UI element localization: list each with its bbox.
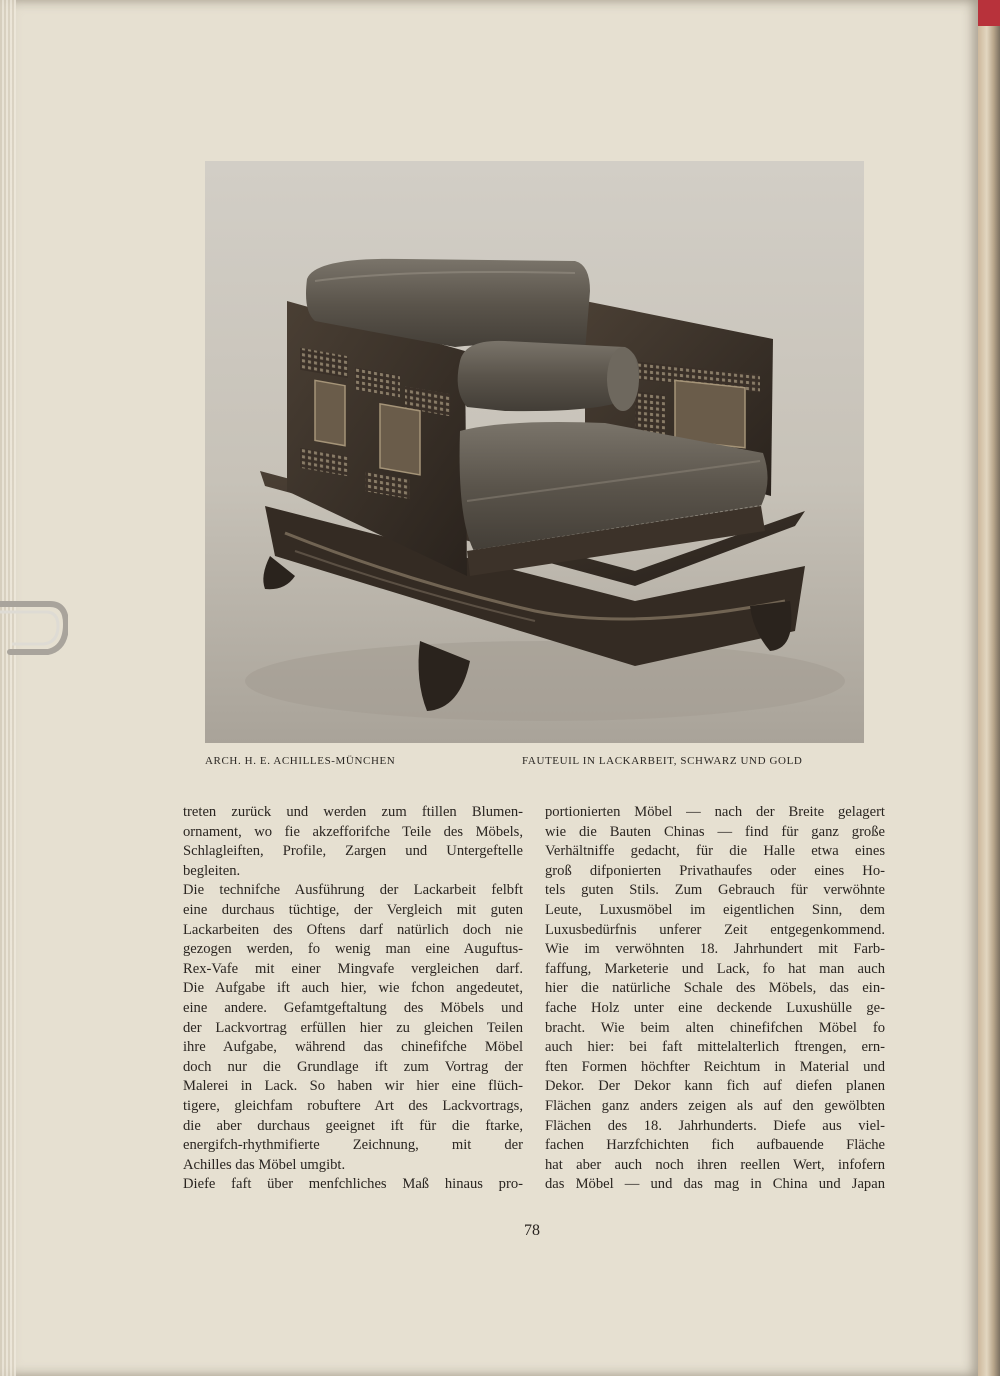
paper-clip-icon <box>0 596 68 658</box>
text-line: Achilles das Möbel umgibt. <box>183 1156 346 1173</box>
text-line: tigere, gleichfam robuftere Art des Lackvortrags, <box>183 1097 523 1114</box>
text-line: portionierten Möbel — nach der Breite gelagert <box>545 804 885 820</box>
text-line: Die technifche Ausführung der Lackarbeit felbft <box>183 882 523 899</box>
text-column-right <box>545 803 885 1195</box>
text-line: Verhältniffe gedacht, für die Halle etwa eines <box>545 843 885 860</box>
text-column-left <box>183 803 523 1195</box>
text-line: treten zurück und werden zum ftillen Blumen- <box>183 804 523 820</box>
text-line: fachen Harzfchichten fich aufbauende Fläche <box>545 1137 885 1154</box>
book-edge <box>978 0 1000 1376</box>
text-line: energifch-rhythmifierte Zeichnung, mit der <box>183 1137 523 1154</box>
text-line: Dekor. Der Dekor kann fich auf diefen planen <box>545 1078 885 1095</box>
text-line: wie die Bauten Chinas — find für ganz große <box>545 823 885 840</box>
furniture-photograph <box>205 161 864 743</box>
text-line: auch hier: bei faft mittelalterlich ftrengen, ern- <box>545 1039 885 1056</box>
text-line: das Möbel — und das mag in China und Japan <box>545 1176 885 1193</box>
text-line: ornament, wo fie akzefforifche Teile des Möbels, <box>183 823 523 840</box>
photo-caption: FAUTEUIL IN LACKARBEIT, SCHWARZ UND GOLD <box>522 755 803 767</box>
text-line: hier die natürliche Schale des Möbels, das ein- <box>545 980 885 997</box>
text-line: Luxusbedürfnis unferer Zeit entgegenkommend. <box>545 921 885 938</box>
text-line: hat aber auch noch ihren reellen Wert, infofern <box>545 1156 885 1173</box>
text-line: ften Formen höchfter Reichtum in Material und <box>545 1058 885 1075</box>
text-line: groß difponierten Privathaufes oder eines Ho- <box>545 862 885 879</box>
text-line: faffung, Marketerie und Lack, fo hat man auch <box>545 960 885 977</box>
text-line: begleiten. <box>183 862 241 879</box>
photo-credit: ARCH. H. E. ACHILLES-MÜNCHEN <box>205 755 396 767</box>
fauteuil-illustration <box>205 161 864 743</box>
text-line: fache Holz unter eine deckende Luxushülle ge- <box>545 999 885 1016</box>
text-line: Schlagleiften, Profile, Zargen und Untergeftelle <box>183 843 523 860</box>
page-number: 78 <box>524 1222 540 1239</box>
text-line: die aber durchaus geeignet ift für die ftarke, <box>183 1117 523 1134</box>
text-line: Malerei in Lack. So haben wir hier eine flüch- <box>183 1078 523 1095</box>
text-line: Flächen ganz anders zeigen als auf den gewölbten <box>545 1097 885 1114</box>
text-line: tels guten Stils. Zum Gebrauch für verwöhnte <box>545 882 885 899</box>
text-line: Flächen des 18. Jahrhunderts. Diefe aus viel- <box>545 1117 885 1134</box>
text-line: Wie im verwöhnten 18. Jahrhundert mit Farb- <box>545 941 885 958</box>
page-gutter <box>0 0 16 1376</box>
text-line: Rex-Vafe mit einer Mingvafe vergleichen darf. <box>183 960 523 977</box>
text-line: eine durchaus tüchtige, der Vergleich mit guten <box>183 901 523 918</box>
text-line: bracht. Wie beim alten chinefifchen Möbel fo <box>545 1019 885 1036</box>
text-line: eine andere. Gefamtgeftaltung des Möbels und <box>183 999 523 1016</box>
text-line: ihre Aufgabe, während das chinefifche Möbel <box>183 1039 523 1056</box>
text-line: Diefe faft über menfchliches Maß hinaus pro- <box>183 1176 523 1193</box>
text-line: Leute, Luxusmöbel im eigentlichen Sinn, dem <box>545 901 885 918</box>
text-line: Die Aufgabe ift auch hier, wie fchon angedeutet, <box>183 980 523 997</box>
text-line: gezogen werden, fo wenig man eine Auguftus- <box>183 941 523 958</box>
text-line: doch nur die Grundlage ift zum Vortrag der <box>183 1058 523 1075</box>
text-line: Lackarbeiten des Oftens darf natürlich doch nie <box>183 921 523 938</box>
text-line: der Lackvortrag erfüllen hier zu gleichen Teilen <box>183 1019 523 1036</box>
